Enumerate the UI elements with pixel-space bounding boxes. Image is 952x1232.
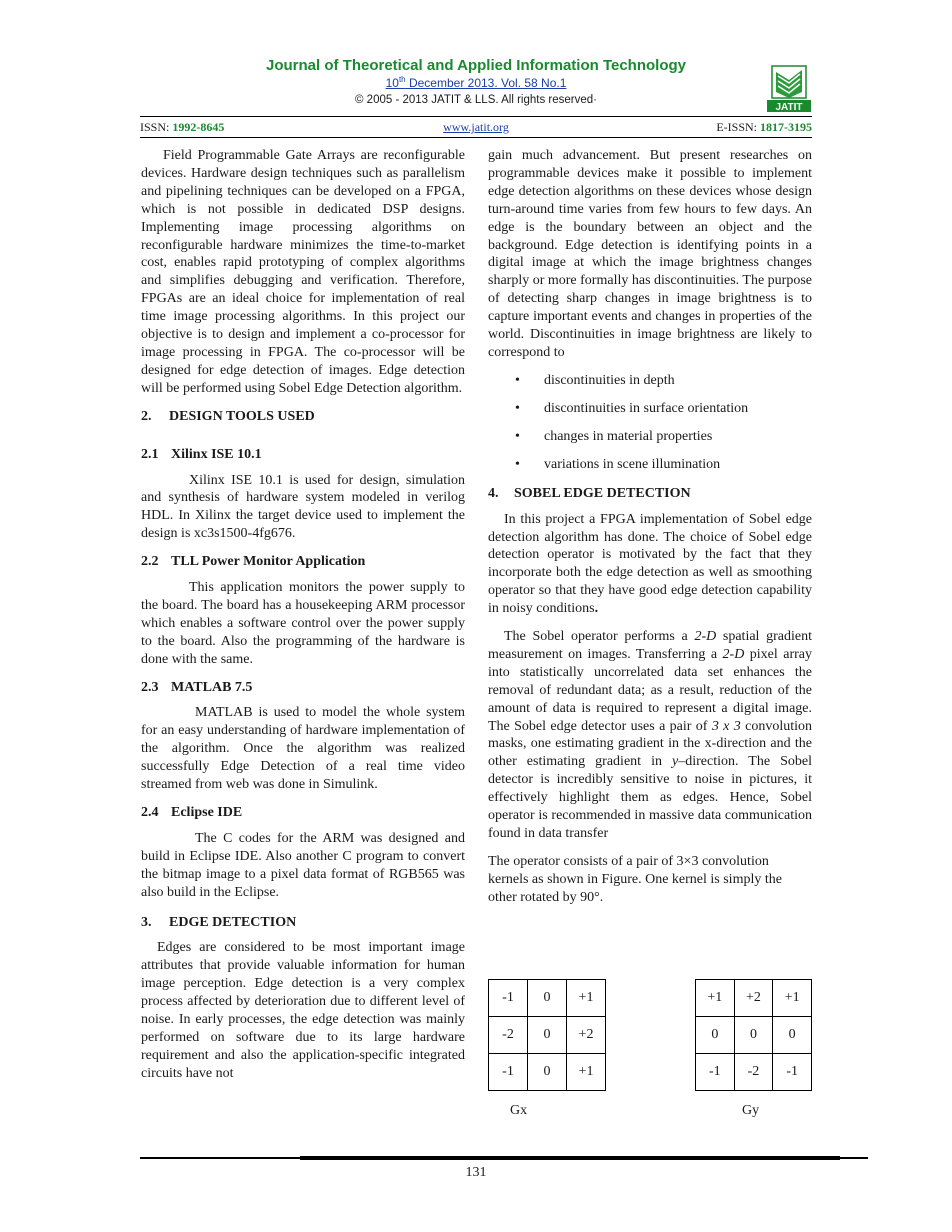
intro-paragraph: Field Programmable Gate Arrays are reconfigurable devices. Hardware design techniques such as parallelism and pipelining techniques can be developed on a FPGA, which is not possible in dedicated DSP designs. Implementing image processing algorithms on reconfigurable hardware minimizes the time-to-market cost, enables rapid prototyping of complex algorithms and simplifies debugging and verification. Therefore, FPGAs are an ideal choice for implementation of real time image processing algorithms. In this project our objective is to design and implement a co-processor for image processing in FPGA. The co-processor will be designed for edge detection of images. Edge detection will be performed using Sobel Edge Detection algorithm. [141, 148, 465, 396]
section-title: SOBEL EDGE DETECTION [514, 485, 691, 501]
list-item [488, 400, 812, 418]
section-2-2-heading [141, 553, 465, 571]
table-cell: -1 [773, 1054, 812, 1091]
text-run: 2-D [694, 629, 717, 645]
table-row [696, 980, 812, 1017]
paragraph-text: In this project a FPGA implementation of Sobel edge detection algorithm has done. The choice of Sobel edge detection operator is motivated by the fact that they incorporate both the edge detection as well as smoothing operator so that they have good edge detection capability in noisy conditions [488, 511, 812, 617]
section-title: MATLAB 7.5 [171, 679, 253, 695]
table-cell: -1 [696, 1054, 735, 1091]
table-cell: 0 [528, 1054, 567, 1091]
section-4-paragraph-2 [488, 628, 812, 843]
list-item-text: changes in material properties [544, 429, 713, 445]
bullet-icon: • [515, 401, 520, 417]
section-2-3-heading [141, 679, 465, 697]
bullet-icon: • [515, 457, 520, 473]
text-run: 2-D [722, 646, 745, 662]
text-run: 3 x 3 [711, 718, 741, 734]
list-item [488, 372, 812, 390]
table-row [489, 1054, 606, 1091]
section-2-heading [141, 408, 465, 426]
date-day: 10 [385, 76, 399, 90]
eissn-value: 1817-3195 [760, 120, 812, 134]
table-cell: +2 [734, 980, 773, 1017]
section-4-heading [488, 485, 812, 503]
list-item-text: discontinuities in depth [544, 372, 675, 388]
logo-text: JATIT [775, 102, 803, 113]
section-2-4-heading [141, 804, 465, 822]
copyright: © 2005 - 2013 JATIT & LLS. All rights reserved· [355, 94, 597, 106]
section-title: EDGE DETECTION [169, 914, 297, 930]
table-cell: +1 [567, 1054, 606, 1091]
header-rule-bottom [140, 137, 812, 138]
section-title: Eclipse IDE [171, 805, 243, 820]
text-run: The Sobel operator performs a [504, 629, 695, 645]
text-run: spatial gradient measurement on images. Transferring a [488, 629, 812, 662]
table-cell: +2 [567, 1017, 606, 1054]
table-row [696, 1017, 812, 1054]
table-cell: 0 [696, 1017, 735, 1054]
bullet-icon: • [515, 429, 520, 445]
gy-label: Gy [742, 1103, 760, 1118]
table-cell: -2 [734, 1054, 773, 1091]
date-rest: December 2013. Vol. 58 No.1 [405, 76, 567, 90]
issn-value: 1992-8645 [172, 120, 225, 134]
sobel-kernels-figure [488, 979, 812, 1089]
gy-kernel-table [695, 979, 812, 1091]
eissn-label: E-ISSN: [716, 120, 760, 134]
section-2-1-heading [141, 446, 465, 464]
website-link[interactable]: www.jatit.org [443, 120, 509, 134]
section-number: 2.4 [141, 805, 159, 820]
table-cell: -2 [489, 1017, 528, 1054]
section-number: 3. [141, 914, 152, 930]
section-4-paragraph-1 [488, 511, 812, 618]
section-3-heading [141, 914, 465, 932]
list-item [488, 428, 812, 446]
page-number: 131 [465, 1165, 487, 1180]
table-row [489, 1017, 606, 1054]
right-column [488, 147, 812, 907]
text-run: y [672, 754, 679, 770]
table-cell: +1 [567, 980, 606, 1017]
section-2-4-text: The C codes for the ARM was designed and build in Eclipse IDE. Also another C program to convert the bitmap image to a pixel data format of RGB565 was also build in the Eclipse. [141, 830, 465, 900]
gx-kernel-table [488, 979, 606, 1091]
table-cell: 0 [528, 1017, 567, 1054]
gx-label: Gx [510, 1103, 528, 1118]
section-4-paragraph-3: The operator consists of a pair of 3×3 convolution kernels as shown in Figure. One kernel is simply the other rotated by 90°. [488, 853, 782, 905]
table-cell: +1 [696, 980, 735, 1017]
section-2-1-text: Xilinx ISE 10.1 is used for design, simulation and synthesis of hardware system modeled in verilog HDL. In Xilinx the target device used to implement the design is xc3s1500-4fg676. [141, 472, 465, 542]
section-3-text: Edges are considered to be most important image attributes that provide valuable information for human image perception. Edge detection is a very complex process affected by deterioration due to different level of noise. In early processes, the edge detection was mainly performed on software due to its large hardware requirement and also the application-specific integrated circuits have not [141, 940, 465, 1081]
paragraph-end: . [594, 601, 599, 617]
footer-rule-thick [300, 1156, 840, 1160]
section-number: 2.1 [141, 446, 159, 462]
section-title: DESIGN TOOLS USED [169, 408, 315, 424]
table-cell: 0 [734, 1017, 773, 1054]
table-cell: +1 [773, 980, 812, 1017]
section-number: 2.2 [141, 554, 159, 570]
continued-paragraph: gain much advancement. But present researches on programmable devices make it possible to implement edge detection algorithms on these devices whose design turn-around time varies from few hours to few days. An edge is the boundary between an object and the background. Edge detection is identifying points in a digital image at which the image brightness changes sharply or more formally has discontinuities. The purpose of detecting sharp changes in image brightness is to capture important events and changes in properties of the world. Discontinuities in image brightness are likely to correspond to [488, 148, 813, 360]
header-rule-top [140, 116, 812, 117]
issn-label: ISSN: [140, 120, 173, 134]
text-run: pixel array into statistically uncorrelated data set enhances the removal of redundant data; as a result, reduction of the amount of data is required to represent a digital image. The Sobel edge detector uses a pair of [488, 646, 812, 734]
section-number: 2.3 [141, 679, 159, 695]
table-cell: -1 [489, 980, 528, 1017]
bullet-icon: • [515, 372, 520, 388]
section-title: Xilinx ISE 10.1 [171, 446, 262, 462]
date-suffix: th [398, 75, 406, 84]
left-column [141, 147, 465, 1083]
list-item-text: variations in scene illumination [544, 457, 721, 473]
table-row [696, 1054, 812, 1091]
jatit-logo-icon [764, 64, 814, 114]
section-2-3-text: MATLAB is used to model the whole system for an easy understanding of hardware implementation of the algorithm. Once the algorithm was realized successfully Edge Detection of a real time video streamed from web was done in Simulink. [141, 705, 465, 793]
list-item [488, 456, 812, 474]
journal-title: Journal of Theoretical and Applied Information Technology [265, 57, 687, 74]
section-2-2-text: This application monitors the power supply to the board. The board has a housekeeping ARM processor which enables a software control over the power supply to the board. Also the programming of the hardware is done with the same. [141, 580, 465, 667]
section-number: 4. [488, 485, 499, 501]
section-number: 2. [141, 408, 152, 424]
bullet-list [488, 372, 812, 475]
table-cell: 0 [528, 980, 567, 1017]
eissn [716, 120, 812, 135]
text-run: convolution masks, one estimating gradient in the x-direction and the other estimating gradient in [488, 718, 812, 770]
table-cell: -1 [489, 1054, 528, 1091]
section-title: TLL Power Monitor Application [171, 554, 366, 570]
text-run: –direction. The Sobel detector is incredibly sensitive to noise in pictures, it effectively highlight them as edges. Hence, Sobel operator is recommended in massive data communication found in data transfer [488, 754, 812, 841]
table-cell: 0 [773, 1017, 812, 1054]
issn-row [140, 120, 812, 136]
list-item-text: discontinuities in surface orientation [544, 401, 749, 417]
table-row [489, 980, 606, 1017]
